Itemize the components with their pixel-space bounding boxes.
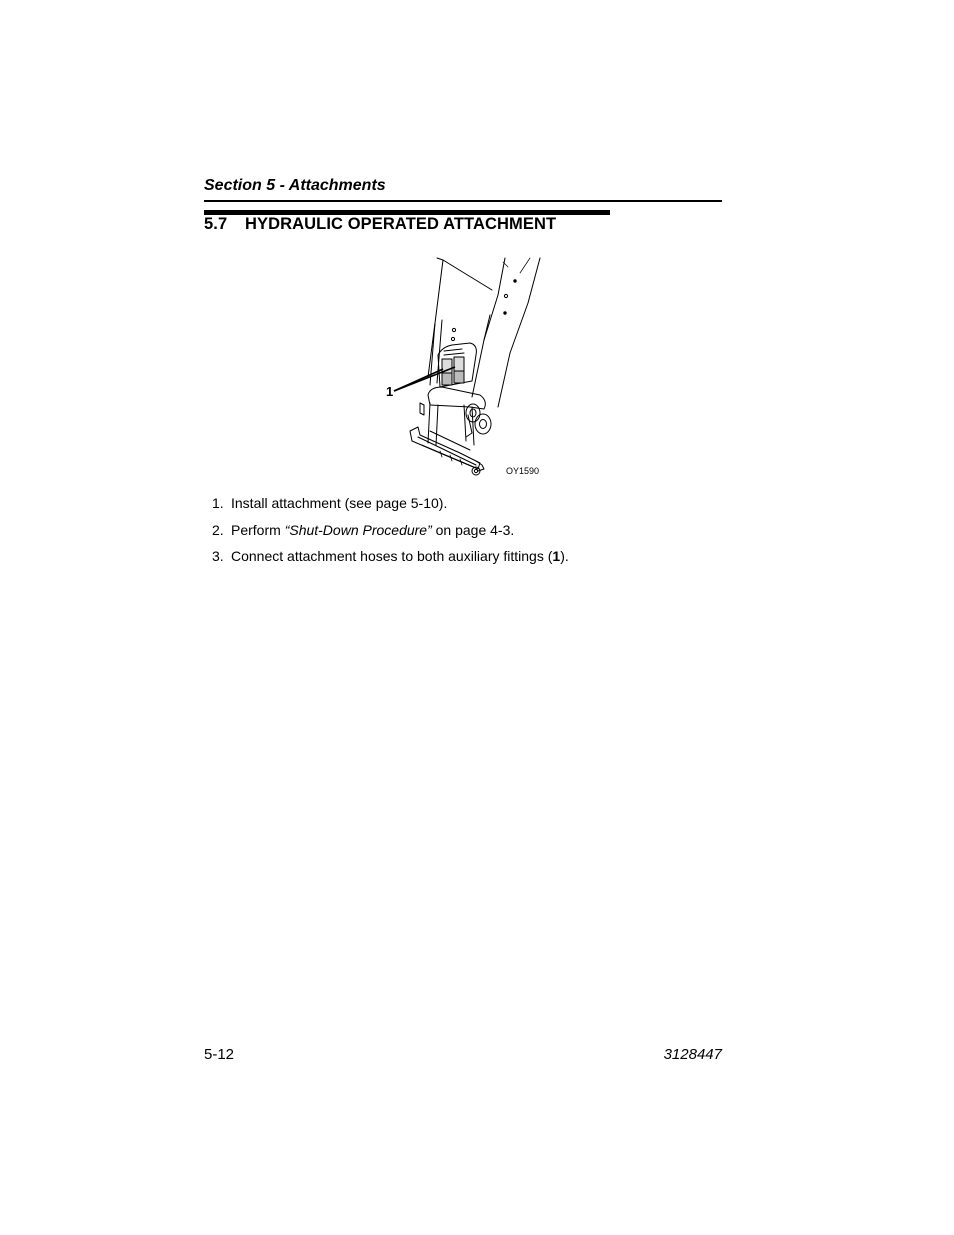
step-text: Install attachment (see page 5-10). — [231, 495, 448, 511]
step-reference: “Shut-Down Procedure” — [284, 521, 432, 538]
step-callout-ref: 1 — [552, 548, 561, 564]
document-number: 3128447 — [663, 1046, 722, 1063]
page-number: 5-12 — [204, 1046, 235, 1063]
procedure-steps — [212, 495, 569, 575]
step-number: 3. — [212, 548, 224, 564]
attachment-illustration — [380, 255, 550, 485]
section-header: Section 5 - Attachments — [204, 177, 386, 194]
step-text: ). — [560, 548, 569, 564]
section-heading — [204, 215, 556, 234]
step-text: Connect attachment hoses to both auxiliary fittings ( — [231, 548, 553, 564]
callout-label: 1 — [386, 384, 394, 399]
heading-title: HYDRAULIC OPERATED ATTACHMENT — [245, 215, 557, 233]
step-item — [212, 522, 569, 549]
step-text: Perform — [231, 521, 285, 538]
step-item — [212, 548, 569, 575]
step-number: 2. — [212, 521, 224, 538]
figure-id: OY1590 — [506, 466, 540, 476]
step-number: 1. — [212, 495, 224, 511]
step-item — [212, 495, 569, 522]
step-text: on page 4-3. — [431, 521, 515, 538]
header-divider — [204, 200, 722, 202]
heading-number: 5.7 — [204, 215, 228, 233]
